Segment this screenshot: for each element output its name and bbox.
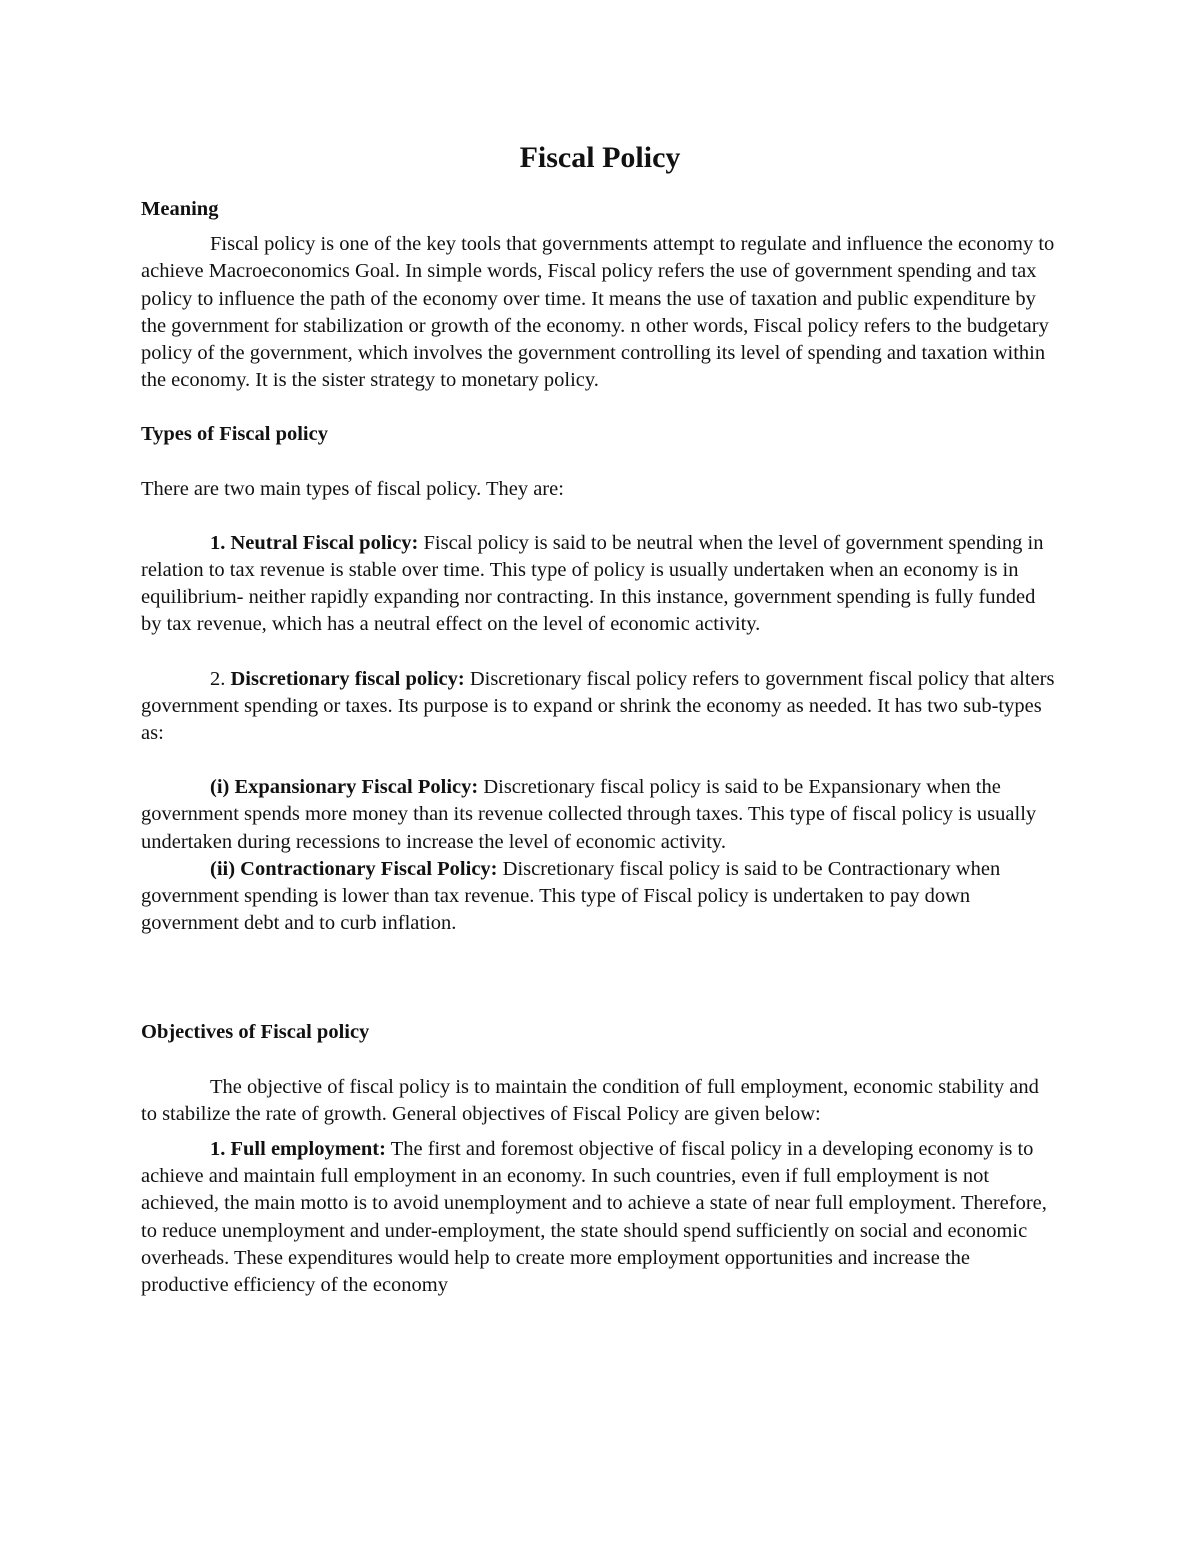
meaning-heading: Meaning [141, 198, 219, 220]
contractionary-policy-label: (ii) Contractionary Fiscal Policy: [210, 857, 498, 880]
objectives-heading: Objectives of Fiscal policy [141, 1021, 370, 1044]
contractionary-policy-text: Discretionary fiscal policy is said to be Contractionary when government spending is lower than tax revenue. This type of Fiscal policy is undertaken to pay down government debt and to curb inflation. [141, 857, 1001, 935]
expansionary-policy-text: Discretionary fiscal policy is said to be Expansionary when the government spends more money than its revenue collected through taxes. This type of fiscal policy is usually undertaken during recessions to increase the level of economic activity. [141, 776, 1037, 853]
contractionary-policy-paragraph [141, 856, 1059, 938]
discretionary-policy-number: 2. [210, 667, 231, 690]
expansionary-policy-label: (i) Expansionary Fiscal Policy: [210, 776, 479, 799]
types-intro: There are two main types of fiscal policy. They are: [141, 477, 564, 500]
meaning-paragraph: Fiscal policy is one of the key tools that governments attempt to regulate and influence the economy to achieve Macroeconomics Goal. In simple words, Fiscal policy refers the use of government spending and tax policy to influence the path of the economy over time. It means the use of taxation and public expenditure by the government for stabilization or growth of the economy. n other words, Fiscal policy refers to the budgetary policy of the government, which involves the government controlling its level of spending and taxation within the economy. It is the sister strategy to monetary policy. [141, 233, 1055, 392]
discretionary-policy-paragraph [141, 666, 1059, 748]
full-employment-label: 1. Full employment: [210, 1138, 386, 1161]
neutral-policy-paragraph [141, 530, 1059, 639]
types-heading: Types of Fiscal policy [141, 423, 328, 446]
full-employment-text: The first and foremost objective of fiscal policy in a developing economy is to achieve and maintain full employment in an economy. In such countries, even if full employment is not achieved, the main motto is to avoid unemployment and to achieve a state of near full employment. Therefore, to reduce unemployment and under-employment, the state should spend sufficiently on social and economic overheads. These expenditures would help to create more employment opportunities and increase the productive efficiency of the economy [141, 1138, 1047, 1297]
neutral-policy-text: Fiscal policy is said to be neutral when the level of government spending in relation to tax revenue is stable over time. This type of policy is usually undertaken when an economy is in equilibrium- neither rapidly expanding nor contracting. In this instance, government spending is fully funded by tax revenue, which has a neutral effect on the level of economic activity. [141, 531, 1044, 636]
neutral-policy-label: 1. Neutral Fiscal policy: [210, 531, 419, 554]
objectives-intro: The objective of fiscal policy is to maintain the condition of full employment, economic stability and to stabilize the rate of growth. General objectives of Fiscal Policy are given below: [141, 1075, 1039, 1125]
expansionary-policy-paragraph [141, 774, 1059, 856]
discretionary-policy-text: Discretionary fiscal policy refers to government fiscal policy that alters government spending or taxes. Its purpose is to expand or shrink the economy as needed. It has two sub-types as: [141, 667, 1055, 745]
discretionary-policy-label: Discretionary fiscal policy: [230, 667, 465, 690]
document-body [141, 140, 1059, 1299]
full-employment-paragraph [141, 1136, 1059, 1299]
page-title: Fiscal Policy [519, 141, 681, 174]
